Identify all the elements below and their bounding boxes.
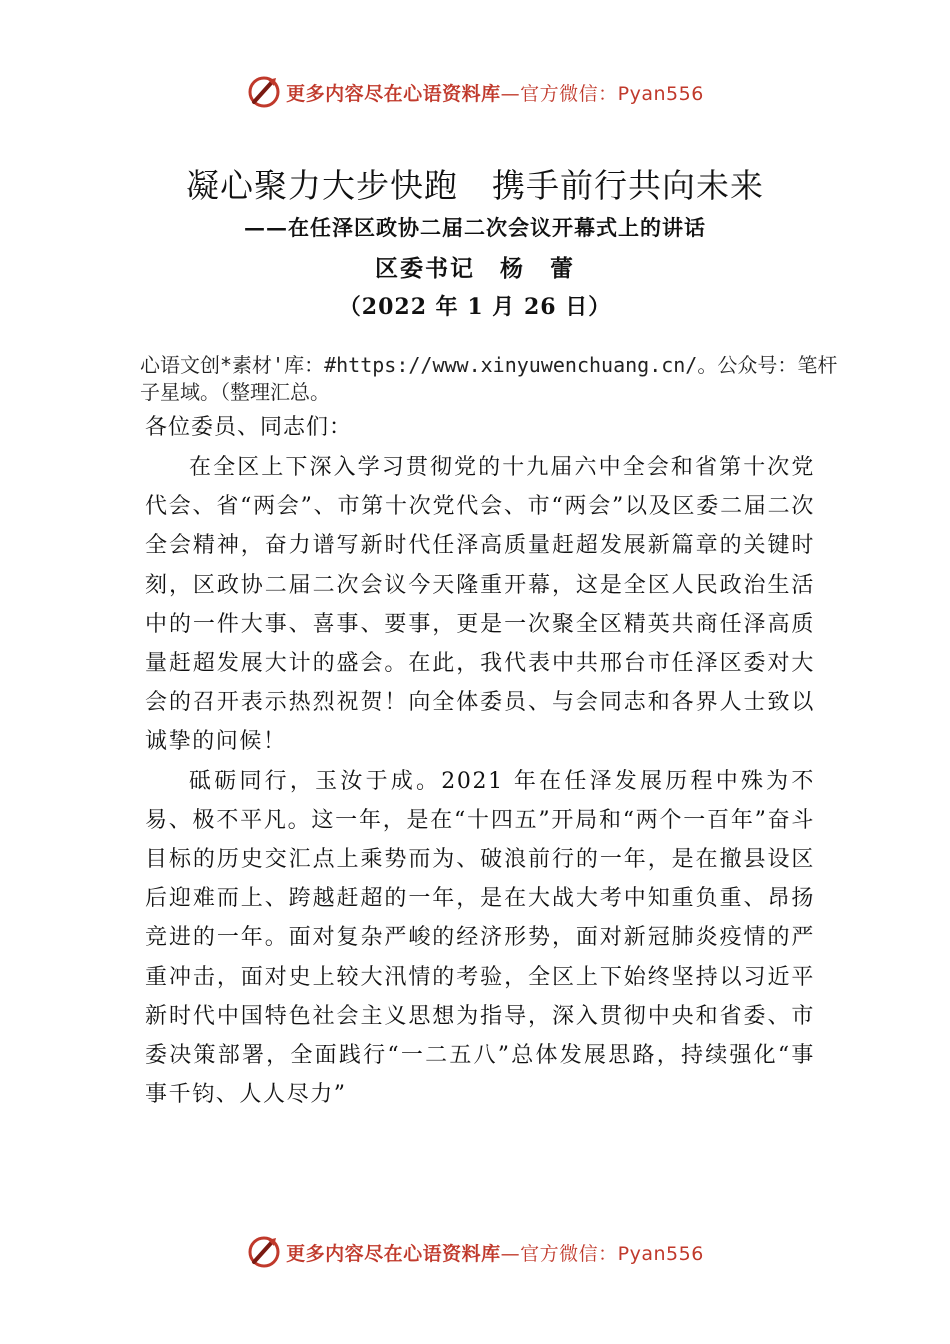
speech-body: [145, 448, 815, 1114]
speech-date: （2022 年 1 月 26 日）: [338, 294, 612, 320]
pen-logo-icon: [246, 1234, 282, 1270]
banner-text: 更多内容尽在心语资料库—官方微信：Pyan556: [286, 1242, 704, 1265]
page-title: 凝心聚力大步快跑 携手前行共向未来: [186, 166, 764, 205]
body-paragraph: 在全区上下深入学习贯彻党的十九届六中全会和省第十次党代会、省“两会”、市第十次党代会、市“两会”以及区委二届二次全会精神，奋力谱写新时代任泽高质量赶超发展新篇章的关键时刻，区政协二届二次会议今天隆重开幕，这是全区人民政治生活中的一件大事、喜事、要事，更是一次聚全区精英共商任泽高质量赶超发展大计的盛会。在此，我代表中共邢台市任泽区委对大会的召开表示热烈祝贺！向全体委员、与会同志和各界人士致以诚挚的问候！: [145, 455, 815, 755]
header-banner: [0, 72, 950, 112]
body-paragraph: 砥砺同行，玉汝于成。2021 年在任泽发展历程中殊为不易、极不平凡。这一年，是在“十四五”开局和“两个一百年”奋斗目标的历史交汇点上乘势而为、破浪前行的一年，是在撤县设区后迎难而上、跨越赶超的一年，是在大战大考中知重负重、昂扬竞进的一年。面对复杂严峻的经济形势，面对新冠肺炎疫情的严重冲击，面对史上较大汛情的考验，全区上下始终坚持以习近平新时代中国特色社会主义思想为指导，深入贯彻中央和省委、市委决策部署，全面践行“一二五八”总体发展思路，持续强化“事事千钧、人人尽力”: [145, 768, 815, 1108]
footer-banner: [0, 1232, 950, 1272]
banner-text: 更多内容尽在心语资料库—官方微信：Pyan556: [286, 82, 704, 105]
source-note: 心语文创*素材'库：#https://www.xinyuwenchuang.cn/。公众号：笔杆子星域。（整理汇总。: [140, 353, 838, 404]
pen-logo-icon: [246, 74, 282, 110]
salutation: 各位委员、同志们：: [145, 415, 353, 440]
speaker-line: 区委书记 杨 蕾: [375, 255, 575, 282]
page-subtitle: ——在任泽区政协二届二次会议开幕式上的讲话: [244, 215, 706, 240]
